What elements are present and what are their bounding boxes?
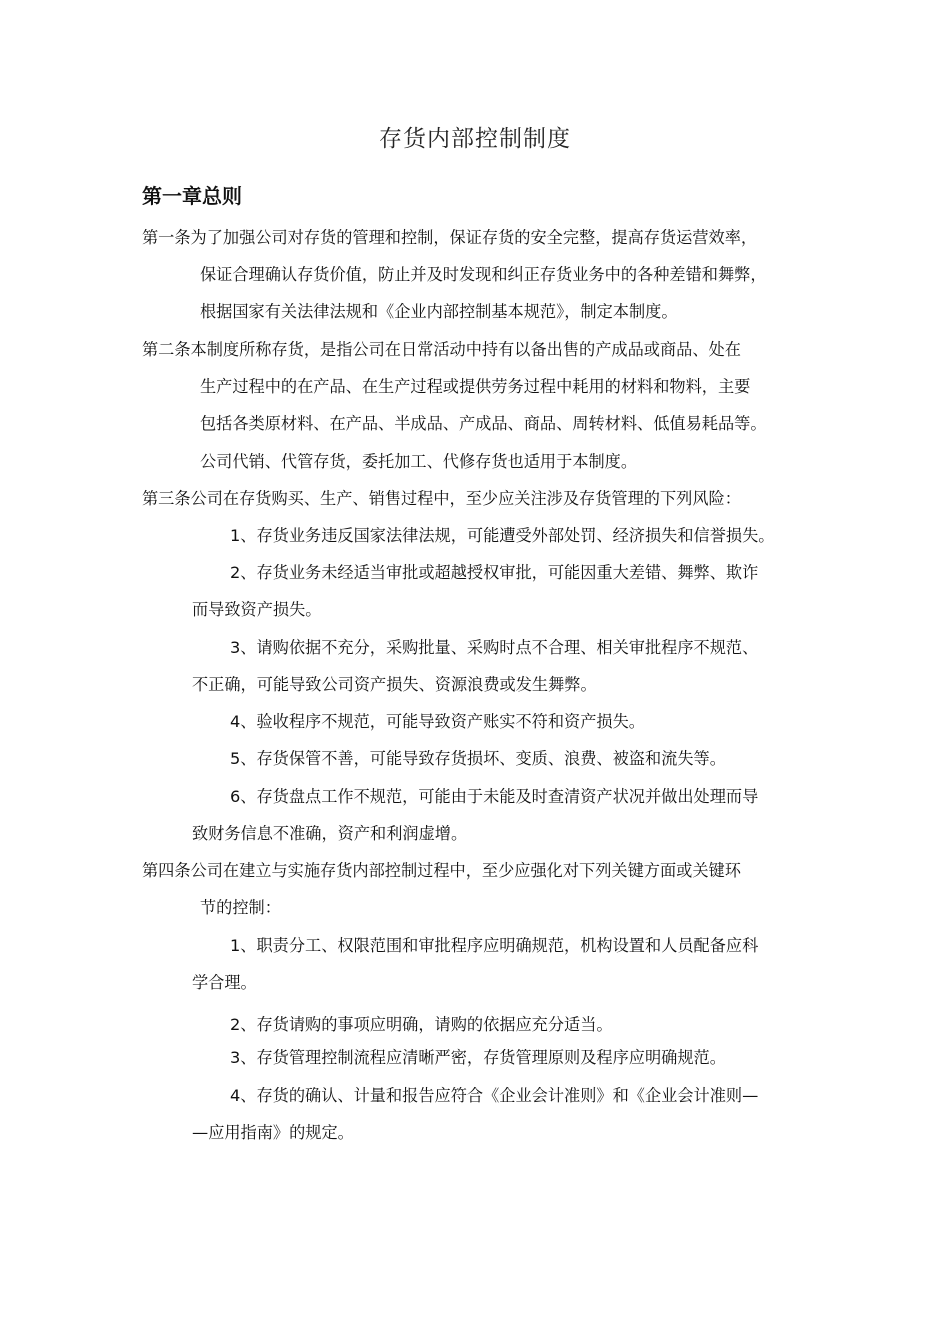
- paragraph-line: 包括各类原材料、在产品、半成品、产成品、商品、周转材料、低值易耗品等。: [200, 414, 767, 433]
- chapter-heading: 第一章总则: [142, 184, 242, 208]
- paragraph-line: 第一条为了加强公司对存货的管理和控制，保证存货的安全完整，提高存货运营效率，: [142, 228, 758, 247]
- list-item-continuation: 而导致资产损失。: [192, 600, 322, 619]
- paragraph-line: 节的控制：: [200, 898, 281, 917]
- document-title: 存货内部控制制度: [379, 126, 571, 152]
- paragraph-line: 第二条本制度所称存货，是指公司在日常活动中持有以备出售的产成品或商品、处在: [142, 340, 741, 359]
- list-item: 2、存货业务未经适当审批或超越授权审批，可能因重大差错、舞弊、欺诈: [230, 563, 759, 582]
- list-item: 3、请购依据不充分，采购批量、采购时点不合理、相关审批程序不规范、: [230, 638, 759, 657]
- list-item: 2、存货请购的事项应明确，请购的依据应充分适当。: [230, 1015, 613, 1034]
- list-item: 5、存货保管不善，可能导致存货损坏、变质、浪费、被盗和流失等。: [230, 749, 726, 768]
- list-item-continuation: 不正确，可能导致公司资产损失、资源浪费或发生舞弊。: [192, 675, 597, 694]
- list-item: 4、验收程序不规范，可能导致资产账实不符和资产损失。: [230, 712, 645, 731]
- list-item: 1、存货业务违反国家法律法规，可能遭受外部处罚、经济损失和信誉损失。: [230, 526, 775, 545]
- list-item: 3、存货管理控制流程应清晰严密，存货管理原则及程序应明确规范。: [230, 1048, 726, 1067]
- paragraph-line: 根据国家有关法律法规和《企业内部控制基本规范》，制定本制度。: [200, 302, 678, 321]
- paragraph-line: 第四条公司在建立与实施存货内部控制过程中，至少应强化对下列关键方面或关键环: [142, 861, 741, 880]
- paragraph-line: 保证合理确认存货价值，防止并及时发现和纠正存货业务中的各种差错和舞弊，: [200, 265, 767, 284]
- list-item-continuation: —应用指南》的规定。: [192, 1123, 354, 1142]
- list-item-continuation: 学合理。: [192, 973, 257, 992]
- list-item: 1、职责分工、权限范围和审批程序应明确规范，机构设置和人员配备应科: [230, 936, 759, 955]
- paragraph-line: 公司代销、代管存货，委托加工、代修存货也适用于本制度。: [200, 452, 638, 471]
- paragraph-line: 生产过程中的在产品、在生产过程或提供劳务过程中耗用的材料和物料，主要: [200, 377, 751, 396]
- list-item: 6、存货盘点工作不规范，可能由于未能及时查清资产状况并做出处理而导: [230, 787, 759, 806]
- paragraph-line: 第三条公司在存货购买、生产、销售过程中，至少应关注涉及存货管理的下列风险：: [142, 489, 741, 508]
- list-item: 4、存货的确认、计量和报告应符合《企业会计准则》和《企业会计准则—: [230, 1086, 759, 1105]
- list-item-continuation: 致财务信息不准确，资产和利润虚增。: [192, 824, 468, 843]
